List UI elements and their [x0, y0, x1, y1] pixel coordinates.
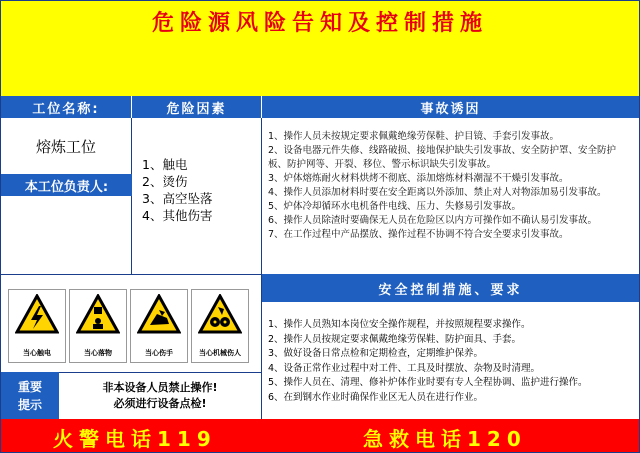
important-label-line: 提示 — [17, 397, 42, 412]
sign-falling-objects — [69, 289, 127, 363]
station-name: 熔炼工位 — [1, 118, 132, 174]
accident-item: 2、设备电器元件失修、线路破损、接地保护缺失引发事故、安全防护罩、安全防护板、防护网等、开裂、移位、警示标识缺失引发事故。 — [268, 145, 617, 170]
important-line: 非本设备人员禁止操作! — [102, 381, 218, 394]
control-list — [262, 302, 639, 419]
electric-shock-icon — [15, 294, 59, 334]
sign-label: 当心触电 — [23, 349, 51, 357]
fire-phone: 火警电话119 — [53, 427, 217, 451]
accident-header: 事故诱因 — [262, 96, 639, 118]
accident-list — [262, 118, 639, 274]
accident-item: 7、在工作过程中产品摆放、操作过程不协调不符合安全要求引发事故。 — [268, 229, 569, 240]
hazard-item: 2、烫伤 — [142, 174, 188, 189]
sign-label: 当心机械伤人 — [199, 349, 241, 357]
title-banner — [1, 1, 639, 96]
accident-item: 3、炉体熔炼耐火材料烘烤不彻底、添加熔炼材料潮湿不干燥引发事故。 — [268, 173, 569, 184]
hand-injury-icon — [137, 294, 181, 334]
station-header: 工位名称: — [1, 96, 132, 118]
sign-label: 当心落物 — [84, 349, 112, 357]
accident-item: 6、操作人员除渣时要确保无人员在危险区以内方可操作如不确认易引发事故。 — [268, 215, 598, 226]
control-item: 6、在到钢水作业时确保作业区无人员在进行作业。 — [268, 391, 484, 403]
warning-signs — [1, 274, 262, 372]
hazard-item: 3、高空坠落 — [142, 191, 213, 206]
control-item: 3、做好设备日常点检和定期检查，定期维护保养。 — [268, 348, 484, 359]
important-line: 必须进行设备点检! — [113, 397, 207, 410]
important-notice-label — [1, 372, 59, 419]
sign-label: 当心伤手 — [145, 349, 173, 357]
accident-item: 4、操作人员添加材料时要在安全距离以外添加、禁止对人对物添加易引发事故。 — [268, 187, 607, 198]
accident-item: 1、操作人员未按规定要求佩戴绝缘劳保鞋、护目镜、手套引发事故。 — [268, 131, 560, 142]
control-item: 1、操作人员熟知本岗位安全操作规程，并按照规程要求操作。 — [268, 319, 531, 330]
important-label-line: 重要 — [17, 379, 42, 394]
hazard-list — [132, 118, 262, 274]
page-title: 危险源风险告知及控制措施 — [151, 11, 488, 36]
hazard-item: 4、其他伤害 — [142, 208, 213, 223]
emergency-footer — [1, 419, 639, 452]
control-item: 5、操作人员在、清理、修补炉体作业时要有专人全程协调、监护进行操作。 — [268, 377, 588, 388]
control-item: 2、操作人员按规定要求佩戴绝缘劳保鞋、防护面具、手套。 — [268, 333, 522, 345]
sign-machinery-injury — [191, 289, 249, 363]
emergency-phone: 急救电话120 — [363, 427, 527, 451]
accident-item: 5、炉体冷却循环水电机备件电线、压力、失修易引发事故。 — [268, 201, 522, 212]
falling-objects-icon — [76, 294, 120, 334]
sign-electric-shock — [8, 289, 66, 363]
hazard-item: 1、触电 — [142, 157, 188, 172]
responsible-value — [1, 196, 132, 274]
machinery-injury-icon — [198, 294, 242, 334]
control-header: 安全控制措施、要求 — [262, 274, 639, 302]
important-notice-text — [59, 372, 262, 419]
sign-hand-injury — [130, 289, 188, 363]
control-item: 4、设备正常作业过程中对工件、工具及时摆放、杂物及时清理。 — [268, 362, 541, 374]
responsible-label: 本工位负责人: — [1, 174, 132, 196]
hazard-header: 危险因素 — [132, 96, 262, 118]
